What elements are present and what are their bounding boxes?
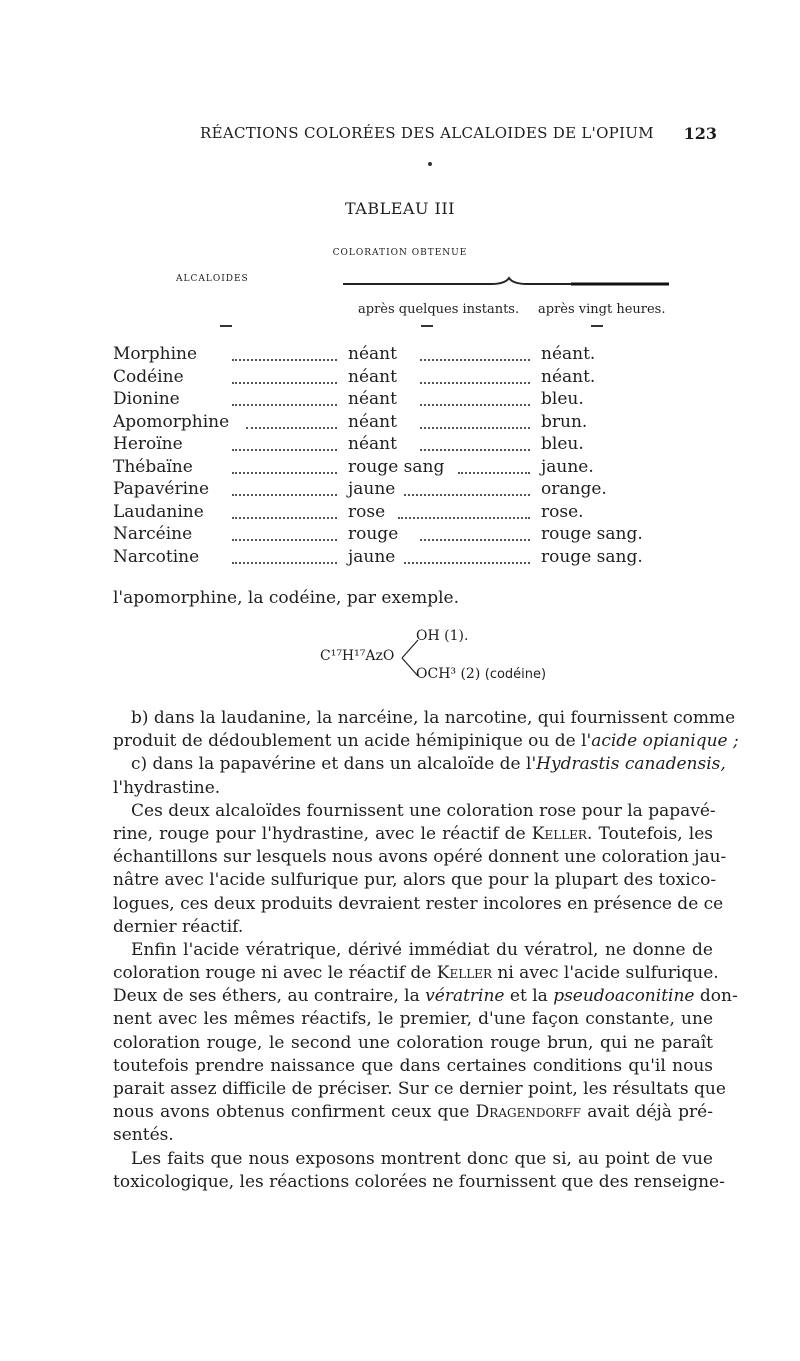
text-line (113, 939, 713, 962)
body-text (113, 707, 739, 1194)
text-line (113, 893, 724, 916)
alkaloid-name: Narcotine (113, 547, 200, 567)
text-line (113, 1078, 726, 1101)
text-after-table: l'apomorphine, la codéine, par exemple. (113, 588, 460, 608)
text-span: Ces deux alcaloïdes fournissent une coloration rose pour la papavé- (131, 800, 716, 821)
dot-leader (420, 536, 530, 541)
text-line (113, 985, 738, 1008)
text-span: Enfin l'acide vératrique, dérivé immédiat du vératrol, ne donne de (131, 939, 713, 960)
alkaloid-name: Thébaïne (113, 457, 193, 477)
text-line (113, 1171, 725, 1194)
text-line (113, 962, 719, 985)
color-after-instants: néant (348, 344, 397, 364)
text-span: toxicologique, les réactions colorées ne fournissent que des renseigne- (113, 1171, 725, 1192)
alkaloid-name: Codéine (113, 367, 184, 387)
column-dash (220, 325, 232, 327)
alkaloid-name: Laudanine (113, 502, 204, 522)
text-span: produit de dédoublement un acide hémipinique ou de l' (113, 731, 592, 752)
table-row (0, 389, 800, 411)
color-after-instants: néant (348, 412, 397, 432)
text-span: ni avec l'acide sulfurique. (491, 963, 719, 984)
text-span: et la (504, 986, 554, 1007)
dot-leader (420, 446, 530, 451)
table-row (0, 479, 800, 501)
running-head (200, 124, 717, 148)
column-header-alcaloides: ALCALOIDES (176, 274, 249, 284)
table-row (0, 344, 800, 366)
text-line (113, 730, 739, 753)
text-span: coloration rouge, le second une coloration rouge brun, qui ne paraît (113, 1032, 713, 1053)
color-after-instants: jaune (348, 479, 396, 499)
author-name: Keller (531, 823, 587, 844)
text-span: coloration rouge ni avec le réactif de (113, 963, 437, 984)
dot-leader (232, 491, 337, 496)
text-line (113, 1148, 713, 1171)
dot-leader (404, 559, 530, 564)
color-after-instants: rouge sang (348, 457, 445, 477)
color-after-hours: orange. (541, 479, 607, 499)
text-line (113, 1101, 713, 1124)
text-span: rine, rouge pour l'hydrastine, avec le réactif de (113, 823, 532, 844)
formula-bottom-branch (416, 666, 546, 682)
color-after-hours: bleu. (541, 389, 584, 409)
text-span: don- (694, 986, 738, 1007)
color-after-instants: néant (348, 389, 397, 409)
dot-leader (232, 446, 337, 451)
text-line (113, 823, 713, 846)
table-row (0, 434, 800, 456)
dot-leader (420, 401, 530, 406)
color-after-hours: néant. (541, 344, 596, 364)
column-header-instants: après quelques instants. (358, 302, 520, 317)
table-row (0, 502, 800, 524)
formula-main: C¹⁷H¹⁷AzO (320, 648, 395, 664)
table-row (0, 367, 800, 389)
page-number: 123 (683, 124, 717, 143)
table-row (0, 412, 800, 434)
text-line (113, 707, 736, 730)
color-after-hours: rose. (541, 502, 584, 522)
text-line (113, 846, 727, 869)
italic-term: acide opianique ; (591, 731, 739, 752)
text-line (113, 1124, 713, 1147)
text-span: échantillons sur lesquels nous avons opéré donnent une coloration jau- (113, 847, 727, 868)
running-head-title: RÉACTIONS COLORÉES DES ALCALOIDES DE L'OPIUM (200, 124, 654, 142)
text-span: parait assez difficile de préciser. Sur ce dernier point, les résultats que (113, 1079, 726, 1099)
dot-leader (398, 514, 530, 519)
formula-och3: OCH³ (2) (416, 666, 481, 682)
text-line (113, 777, 713, 800)
dot-leader (420, 356, 530, 361)
text-span: . Toutefois, les (586, 823, 714, 844)
italic-term: Hydrastis canadensis, (536, 754, 726, 775)
column-header-heures: après vingt heures. (538, 302, 666, 317)
color-after-instants: néant (348, 434, 397, 454)
text-line (113, 800, 716, 823)
text-line (113, 1008, 713, 1031)
dot-leader (458, 469, 530, 474)
text-span: l'hydrastine. (113, 777, 221, 798)
color-after-instants: rose (348, 502, 386, 522)
text-span: nent avec les mêmes réactifs, le premier, d'une façon constante, une (113, 1009, 713, 1030)
color-after-hours: brun. (541, 412, 588, 432)
table-row (0, 524, 800, 546)
text-span: Les faits que nous exposons montrent donc que si, au point de vue (131, 1148, 713, 1169)
italic-term: vératrine (425, 986, 505, 1007)
alkaloid-name: Narcéine (113, 524, 193, 544)
column-dash (421, 325, 433, 327)
color-after-hours: rouge sang. (541, 524, 643, 544)
table-title: TABLEAU III (345, 199, 455, 218)
text-span: c) dans la papavérine et dans un alcaloïde de l' (131, 754, 537, 775)
column-group-brace (341, 270, 671, 286)
color-after-hours: rouge sang. (541, 547, 643, 567)
color-after-hours: bleu. (541, 434, 584, 454)
alkaloid-name: Heroïne (113, 434, 183, 454)
codeine-formula (320, 620, 580, 690)
text-span: sentés. (113, 1125, 174, 1146)
color-after-hours: néant. (541, 367, 596, 387)
dot-leader (232, 559, 337, 564)
text-span: nous avons obtenus confirment ceux que (113, 1102, 476, 1123)
dot-leader (232, 469, 337, 474)
alkaloid-name: Papavérine (113, 479, 210, 499)
text-span: avait déjà pré- (580, 1102, 713, 1123)
text-line (113, 753, 726, 776)
dot-leader (420, 379, 530, 384)
color-after-instants: néant (348, 367, 397, 387)
color-after-instants: jaune (348, 547, 396, 567)
dot-leader (232, 536, 337, 541)
color-after-hours: jaune. (541, 457, 594, 477)
text-span: dernier réactif. (113, 916, 244, 937)
table-row (0, 547, 800, 569)
dot-leader (404, 491, 530, 496)
text-line (113, 869, 717, 892)
italic-term: pseudoaconitine (553, 986, 695, 1007)
alkaloid-name: Morphine (113, 344, 198, 364)
text-line (113, 1055, 713, 1078)
table-row (0, 457, 800, 479)
text-span: toutefois prendre naissance que dans certaines conditions qu'il nous (113, 1055, 713, 1076)
text-span: b) dans la laudanine, la narcéine, la narcotine, qui fournissent comme (131, 708, 736, 728)
printer-dot (428, 162, 432, 166)
dot-leader (232, 514, 337, 519)
text-line (113, 916, 713, 939)
text-span: Deux de ses éthers, au contraire, la (113, 986, 426, 1007)
text-span: logues, ces deux produits devraient rester incolores en présence de ce (113, 893, 724, 914)
author-name: Dragendorff (475, 1102, 581, 1123)
text-line (113, 1032, 713, 1055)
dot-leader (232, 401, 337, 406)
dot-leader (420, 424, 530, 429)
dot-leader (232, 356, 337, 361)
alkaloid-name: Dionine (113, 389, 180, 409)
author-name: Keller (436, 963, 492, 984)
dot-leader (246, 424, 337, 429)
color-after-instants: rouge (348, 524, 399, 544)
formula-codeine-label: (codéine) (484, 667, 547, 682)
dot-leader (232, 379, 337, 384)
alkaloid-name: Apomorphine (113, 412, 230, 432)
text-span: nâtre avec l'acide sulfurique pur, alors que pour la plupart des toxico- (113, 870, 717, 891)
column-dash (591, 325, 603, 327)
column-group-header: COLORATION OBTENUE (332, 248, 468, 258)
formula-top-branch: OH (1). (416, 628, 469, 644)
